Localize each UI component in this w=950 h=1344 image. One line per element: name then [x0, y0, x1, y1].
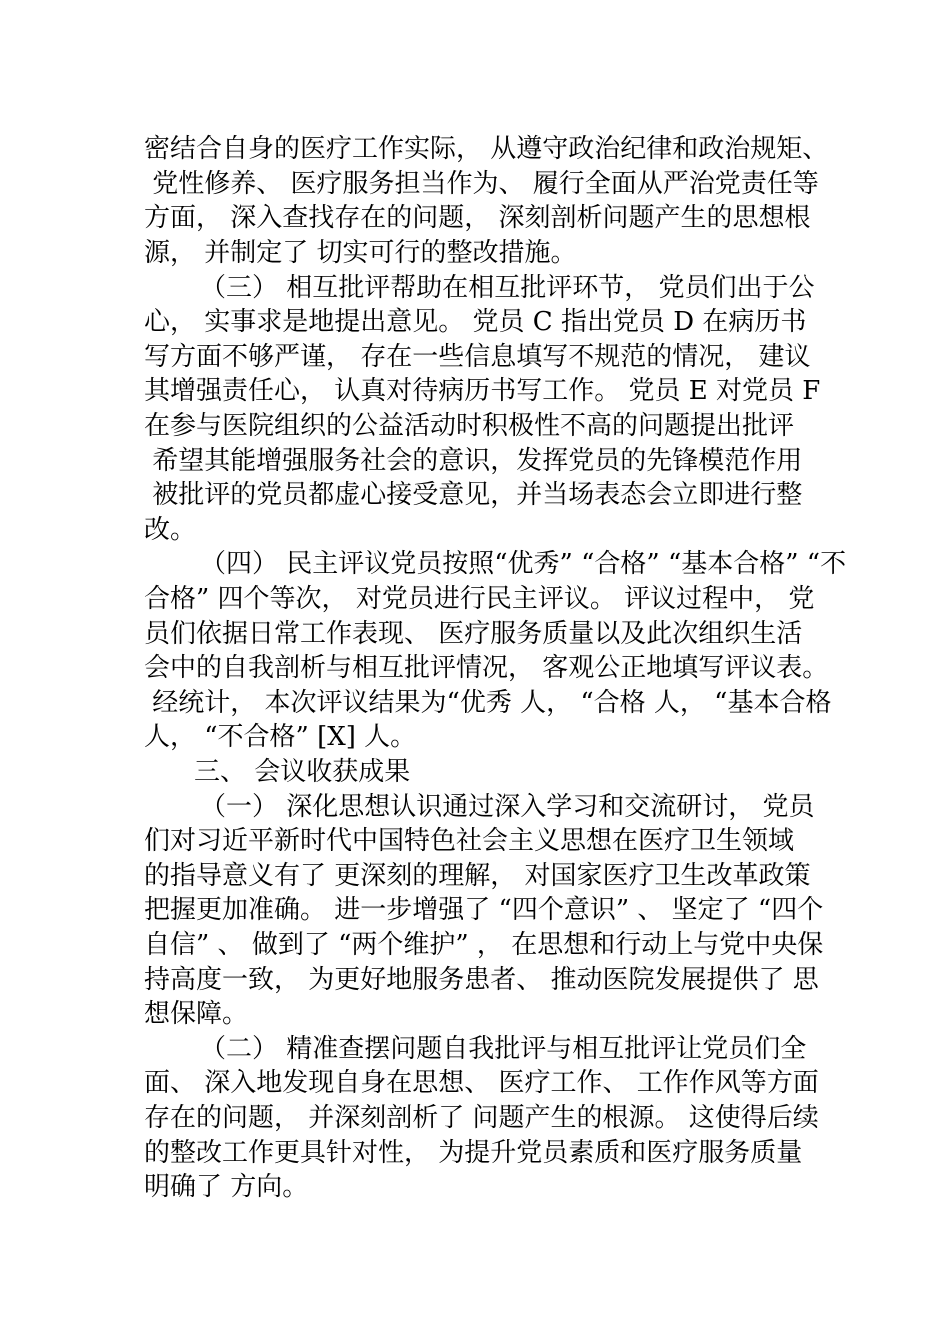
- text-line: 人， “不合格” [X] 人。: [144, 722, 417, 752]
- section-heading: 三、 会议收获成果: [194, 757, 411, 787]
- text-line: 在参与医院组织的公益活动时积极性不高的问题提出批评: [144, 411, 795, 441]
- text-line: 把握更加准确。 进一步增强了 “四个意识” 、 坚定了 “四个: [144, 895, 824, 925]
- paragraph-start-line: （二） 精准查摆问题自我批评与相互批评让党员们全: [200, 1034, 807, 1064]
- text-line: 源， 并制定了 切实可行的整改措施。: [144, 238, 577, 268]
- text-line: 方面， 深入查找存在的问题， 深刻剖析问题产生的思想根: [144, 203, 811, 233]
- text-line: 们对习近平新时代中国特色社会主义思想在医疗卫生领域: [144, 826, 795, 856]
- paragraph-start-line: （四） 民主评议党员按照“优秀” “合格” “基本合格” “不: [200, 549, 847, 579]
- text-line: 的整改工作更具针对性， 为提升党员素质和医疗服务质量: [144, 1138, 803, 1168]
- text-line: 的指导意义有了 更深刻的理解， 对国家医疗卫生改革政策: [144, 861, 811, 891]
- text-line: 希望其能增强服务社会的意识，发挥党员的先锋模范作用: [144, 446, 803, 476]
- text-line: 自信” 、 做到了 “两个维护” ， 在思想和行动上与党中央保: [144, 930, 824, 960]
- text-line: 经统计， 本次评议结果为“优秀 人， “合格 人， “基本合格: [144, 688, 832, 718]
- text-line: 改。: [144, 515, 197, 545]
- text-line: 员们依据日常工作表现、 医疗服务质量以及此次组织生活: [144, 619, 803, 649]
- text-line: 密结合自身的医疗工作实际， 从遵守政治纪律和政治规矩、: [144, 134, 829, 164]
- text-line: 会中的自我剖析与相互批评情况， 客观公正地填写评议表。: [144, 653, 829, 683]
- text-line: 心， 实事求是地提出意见。 党员 C 指出党员 D 在病历书: [144, 307, 807, 337]
- text-line: 明确了 方向。: [144, 1172, 309, 1202]
- text-line: 面、 深入地发现自身在思想、 医疗工作、 工作作风等方面: [144, 1068, 819, 1098]
- text-line: 持高度一致， 为更好地服务患者、 推动医院发展提供了 思: [144, 965, 819, 995]
- text-line: 其增强责任心， 认真对待病历书写工作。 党员 E 对党员 F: [144, 376, 821, 406]
- text-line: 想保障。: [144, 999, 249, 1029]
- text-line: 写方面不够严谨， 存在一些信息填写不规范的情况， 建议: [144, 342, 811, 372]
- text-line: 存在的问题， 并深刻剖析了 问题产生的根源。 这使得后续: [144, 1103, 819, 1133]
- paragraph-start-line: （一） 深化思想认识通过深入学习和交流研讨， 党员: [200, 792, 815, 822]
- text-line: 被批评的党员都虚心接受意见，并当场表态会立即进行整: [144, 480, 803, 510]
- text-line: 合格” 四个等次， 对党员进行民主评议。 评议过程中， 党: [144, 584, 815, 614]
- paragraph-start-line: （三） 相互批评帮助在相互批评环节， 党员们出于公: [200, 273, 815, 303]
- text-line: 党性修养、 医疗服务担当作为、 履行全面从严治党责任等: [144, 169, 819, 199]
